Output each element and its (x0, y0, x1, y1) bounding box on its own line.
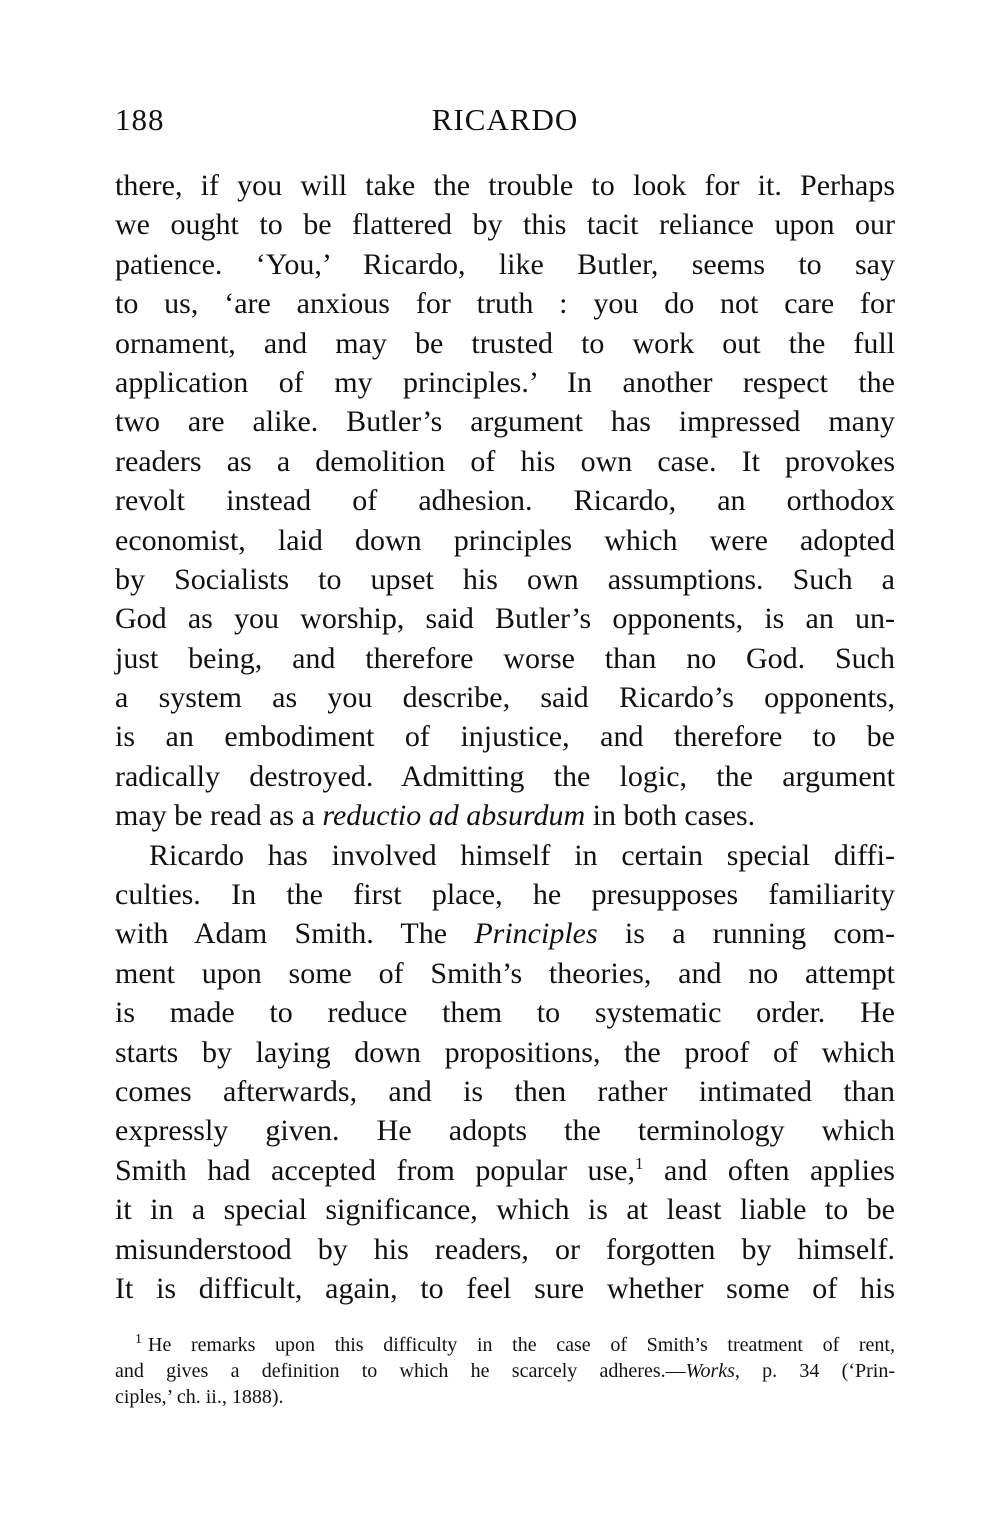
text-run: and gives a definition to which he scarcely adheres.— (115, 1360, 686, 1382)
text-line: misunderstood by his readers, or forgotten by himself. (115, 1232, 895, 1266)
footnote-reference[interactable]: 1 (634, 1153, 644, 1173)
italic-title: Principles (474, 917, 598, 951)
text-line: we ought to be flattered by this tacit reliance upon our (115, 208, 895, 242)
text-line (115, 1151, 895, 1190)
text-run: and often applies (643, 1153, 895, 1187)
text-line: patience. ‘You,’ Ricardo, like Butler, seems to say (115, 247, 895, 281)
text-line: just being, and therefore worse than no God. Such (115, 641, 895, 675)
text-run: in both cases. (585, 799, 756, 833)
text-line: economist, laid down principles which were adopted (115, 523, 895, 557)
footnote-line: ciples,’ ch. ii., 1888). (115, 1386, 284, 1408)
text-line: there, if you will take the trouble to look for it. Perhaps (115, 169, 895, 202)
text-run: is a running com- (597, 917, 895, 951)
footnote-line (115, 1358, 895, 1384)
text-line: readers as a demolition of his own case. It provokes (115, 444, 895, 478)
text-line: ment upon some of Smith’s theories, and no attempt (115, 956, 895, 990)
text-line: culties. In the first place, he presupposes familiarity (115, 878, 895, 912)
text-line: starts by laying down propositions, the proof of which (115, 1035, 895, 1069)
text-line (115, 796, 895, 835)
body-text (115, 166, 895, 1308)
running-title: RICARDO (431, 102, 579, 137)
text-run: with Adam Smith. The (115, 917, 475, 951)
paragraph-2 (115, 836, 895, 1309)
text-line: by Socialists to upset his own assumptions. Such a (115, 562, 895, 596)
text-line (115, 914, 895, 953)
footnote (115, 1332, 895, 1410)
text-line: revolt instead of adhesion. Ricardo, an orthodox (115, 484, 895, 518)
text-line: God as you worship, said Butler’s opponents, is an un- (115, 602, 895, 636)
text-line: to us, ‘are anxious for truth : you do not care for (115, 287, 895, 321)
paragraph-1 (115, 166, 895, 836)
text-run: He remarks upon this difficulty in the case of Smith’s treatment of rent, (148, 1334, 895, 1356)
italic-phrase: reductio ad absurdum (322, 799, 586, 833)
text-line: It is difficult, again, to feel sure whether some of his (115, 1271, 895, 1305)
text-run: may be read as a (115, 799, 323, 833)
text-run: Smith had accepted from popular use, (115, 1153, 635, 1187)
text-line: is an embodiment of injustice, and therefore to be (115, 720, 895, 754)
running-head (115, 98, 895, 142)
text-run: , p. 34 (‘Prin- (734, 1360, 895, 1382)
text-line: comes afterwards, and is then rather intimated than (115, 1074, 895, 1108)
footnote-line (115, 1332, 895, 1358)
text-line: radically destroyed. Admitting the logic, the argument (115, 759, 895, 793)
text-line: ornament, and may be trusted to work out the full (115, 326, 895, 360)
page-number: 188 (115, 102, 165, 137)
text-line: it in a special significance, which is at least liable to be (115, 1193, 895, 1227)
footnote-mark: 1 (135, 1332, 142, 1348)
text-line: a system as you describe, said Ricardo’s opponents, (115, 681, 895, 715)
text-line: expressly given. He adopts the terminology which (115, 1114, 895, 1148)
italic-title: Works (685, 1360, 735, 1382)
text-line: two are alike. Butler’s argument has impressed many (115, 405, 895, 439)
text-line: Ricardo has involved himself in certain special diffi- (149, 838, 895, 872)
text-line: application of my principles.’ In another respect the (115, 365, 895, 399)
text-line: is made to reduce them to systematic order. He (115, 996, 895, 1030)
